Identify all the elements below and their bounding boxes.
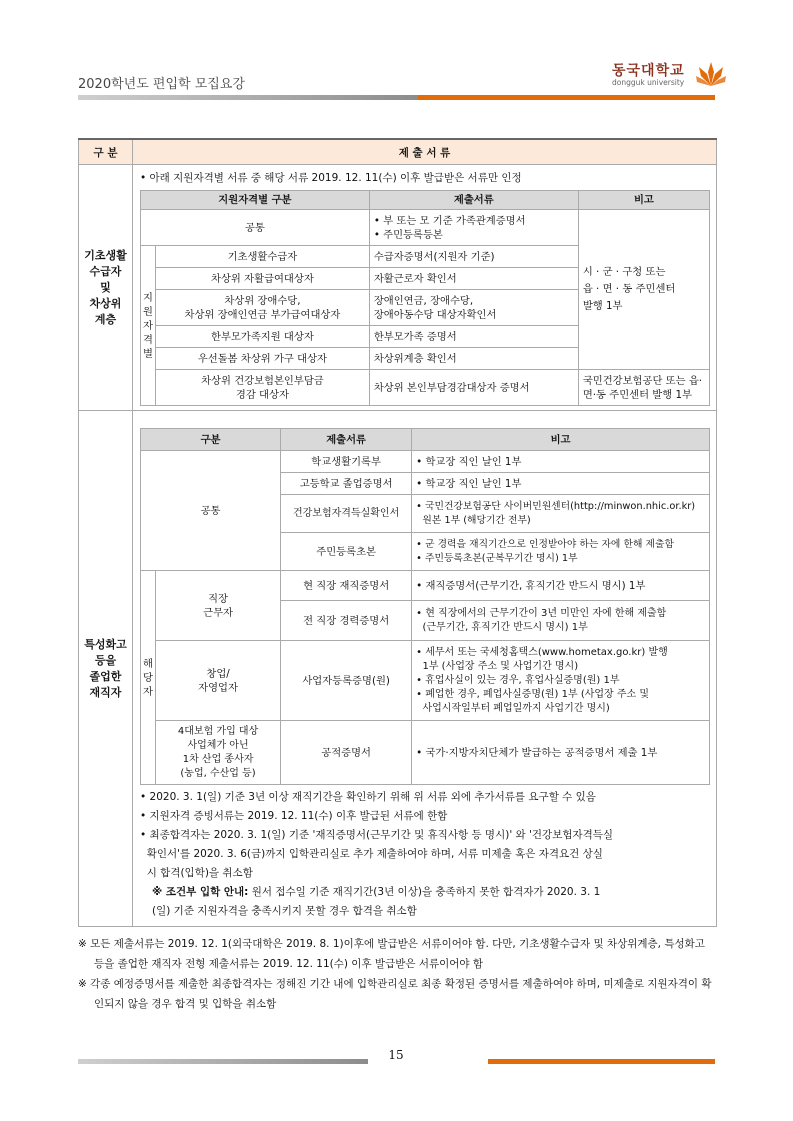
s2-note-1: • 지원자격 증빙서류는 2019. 12. 11(수) 이후 발급된 서류에 한함 (140, 810, 448, 822)
s2-common-doc-3: 주민등록초본 (281, 533, 412, 571)
s2-col-remark: 비고 (412, 429, 710, 451)
section2-category (79, 411, 133, 927)
s1-qual-3: 한부모가족지원 대상자 (156, 326, 370, 348)
documents-table (78, 138, 717, 927)
logo-english: dongguk university (612, 78, 685, 87)
s2-col-type: 구분 (141, 429, 281, 451)
s1-vert-char-1: 원 (143, 305, 153, 318)
s2-col-docs: 제출서류 (281, 429, 412, 451)
s2-category-line-0: 특성화고 (84, 637, 127, 651)
s1-qual-1: 차상위 자활급여대상자 (156, 268, 370, 290)
category-header: 구 분 (79, 139, 133, 165)
s2-farm-label: 4대보험 가입 대상 사업체가 아닌 1차 산업 종사자 (농업, 수산업 등) (156, 721, 281, 785)
s1-vert-label (141, 246, 156, 406)
s2-common-remark-0: • 학교장 직인 날인 1부 (412, 451, 710, 473)
s1-vert-char-0: 지 (143, 291, 153, 304)
s2-workers-label: 직장 근무자 (156, 571, 281, 641)
university-logo (612, 58, 722, 90)
header-bar (78, 95, 715, 100)
s1-vert-char-4: 별 (143, 347, 153, 360)
header-title: 2020학년도 편입학 모집요강 (78, 77, 245, 92)
s2-worker-remark-1: • 현 직장에서의 근무기간이 3년 미만인 자에 한해 제출함 (근무기간, 휴직기간 반드시 명시) 1부 (412, 601, 710, 641)
s2-common-doc-2: 건강보험자격득실확인서 (281, 495, 412, 533)
s1-category-line-2: 및 (100, 280, 111, 294)
s2-common-remark-3: • 군 경력을 재직기간으로 인정받아야 하는 자에 한해 제출함 • 주민등록초본(군복무기간 명시) 1부 (412, 533, 710, 571)
dongguk-lotus-icon (696, 58, 726, 88)
s1-vert-char-3: 격 (143, 333, 153, 346)
footnote-1: ※ 각종 예정증명서를 제출한 최종합격자는 정해진 기간 내에 입학관리실로 최종 확정된 증명서를 제출하여야 하며, 미제출로 지원자격이 확인되지 않을 경우 합격 및 입학을 취소함 (78, 978, 712, 1010)
s2-vert-char-2: 자 (143, 685, 153, 698)
s1-doc-5: 차상위 본인부담경감대상자 증명서 (369, 370, 578, 406)
s2-note-0: • 2020. 3. 1(일) 기준 3년 이상 재직기간을 확인하기 위해 위 서류 외에 추가서류를 요구할 수 있음 (140, 791, 596, 803)
page-number: 15 (388, 1048, 404, 1062)
logo-korean: 동국대학교 (612, 63, 685, 79)
s1-category-line-3: 차상위 (89, 296, 122, 310)
s1-doc-1: 자활근로자 확인서 (369, 268, 578, 290)
documents-header: 제 출 서 류 (133, 139, 717, 165)
s2-category-line-2: 졸업한 (89, 669, 122, 683)
section2-table (140, 428, 710, 785)
s2-conditional (140, 883, 710, 921)
s1-vert-char-2: 자 (143, 319, 153, 332)
s2-farm-remark: • 국가·지방자치단체가 발급하는 공적증명서 제출 1부 (412, 721, 710, 785)
s1-qual-4: 우선돌봄 차상위 가구 대상자 (156, 348, 370, 370)
s2-worker-doc-0: 현 직장 재직증명서 (281, 571, 412, 601)
s1-category-line-1: 수급자 (89, 264, 122, 278)
s2-self-remark: • 세무서 또는 국세청홈택스(www.hometax.go.kr) 발행 1부 (사업장 주소 및 사업기간 명시) • 휴업사실이 있는 경우, 휴업사실증명(원) 1부 • 폐업한 경우, 폐업사실증명(원) 1부 (사업장 주소 및 사업시작일부터 폐업일까지 사업기간 명시) (412, 641, 710, 721)
s1-category-line-4: 계층 (94, 312, 117, 326)
s1-doc-3: 한부모가족 증명서 (369, 326, 578, 348)
s1-common-label: 공통 (141, 210, 370, 246)
s2-worker-remark-0: • 재직증명서(근무기간, 휴직기간 반드시 명시) 1부 (412, 571, 710, 601)
s1-qual-2: 차상위 장애수당, 차상위 장애인연금 부가급여대상자 (156, 290, 370, 326)
s1-category-line-0: 기초생활 (84, 248, 127, 262)
footnotes (78, 934, 718, 1014)
s2-note-2: • 최종합격자는 2020. 3. 1(일) 기준 '재직증명서(근무기간 및 휴직사항 등 명시)' 와 '건강보험자격득실 확인서'를 2020. 3. 6(금)까지 입학관리실로 추가 제출하여야 하며, 서류 미제출 혹은 자격요건 상실 시 합격(입학)을 취소함 (140, 829, 614, 879)
s1-common-doc-1: • 부 또는 모 기준 가족관계증명서 (373, 214, 526, 227)
s2-common-remark-2: • 국민건강보험공단 사이버민원센터(http://minwon.nhic.or.kr) 원본 1부 (해당기간 전부) (412, 495, 710, 533)
s2-common-label: 공통 (141, 451, 281, 571)
s2-cond-label: ※ 조건부 입학 안내: (152, 886, 249, 898)
section1-content (133, 165, 717, 411)
s2-vert-char-0: 해 (143, 657, 153, 670)
section1-note: • 아래 지원자격별 서류 중 해당 서류 2019. 12. 11(수) 이후 발급받은 서류만 인정 (140, 172, 522, 184)
s1-remark-2: 국민건강보험공단 또는 읍· 면·동 주민센터 발행 1부 (578, 370, 709, 406)
s2-common-doc-1: 고등학교 졸업증명서 (281, 473, 412, 495)
section1-category (79, 165, 133, 411)
s2-common-remark-1: • 학교장 직인 날인 1부 (412, 473, 710, 495)
s1-doc-2: 장애인연금, 장애수당, 장애아동수당 대상자확인서 (369, 290, 578, 326)
footnote-0: ※ 모든 제출서류는 2019. 12. 1(외국대학은 2019. 8. 1)이후에 발급받은 서류이어야 함. 다만, 기초생활수급자 및 차상위계층, 특성화고 등을 졸업한 재직자 전형 제출서류는 2019. 12. 11(수) 이후 발급받은 서류이어야 함 (78, 938, 705, 970)
s1-col-docs: 제출서류 (369, 191, 578, 210)
s1-common-docs (369, 210, 578, 246)
s2-common-doc-0: 학교생활기록부 (281, 451, 412, 473)
s1-remark-1: 시 · 군 · 구청 또는 읍 · 면 · 동 주민센터 발행 1부 (578, 210, 709, 370)
s2-worker-doc-1: 전 직장 경력증명서 (281, 601, 412, 641)
s1-common-doc-2: • 주민등록등본 (373, 228, 443, 241)
s1-col-remark: 비고 (578, 191, 709, 210)
s1-qual-5: 차상위 건강보험본인부담금 경감 대상자 (156, 370, 370, 406)
s2-vert-char-1: 당 (143, 671, 153, 684)
s2-farm-doc: 공적증명서 (281, 721, 412, 785)
s2-self-doc: 사업자등록증명(원) (281, 641, 412, 721)
s2-category-line-1: 등을 (94, 653, 117, 667)
s1-qual-0: 기초생활수급자 (156, 246, 370, 268)
section2-notes (140, 788, 710, 921)
s2-vert-label (141, 571, 156, 785)
s2-cond-text: 원서 접수일 기준 재직기간(3년 이상)을 충족하지 못한 합격자가 2020. 3. 1 (일) 기준 지원자격을 충족시키지 못할 경우 합격을 취소함 (152, 886, 601, 917)
s1-doc-4: 차상위계층 확인서 (369, 348, 578, 370)
s1-doc-0: 수급자증명서(지원자 기준) (369, 246, 578, 268)
s1-col-qual: 지원자격별 구분 (141, 191, 370, 210)
section2-content (133, 411, 717, 927)
s2-self-label: 창업/ 자영업자 (156, 641, 281, 721)
section1-table (140, 190, 710, 406)
s2-category-line-3: 재직자 (89, 685, 122, 699)
